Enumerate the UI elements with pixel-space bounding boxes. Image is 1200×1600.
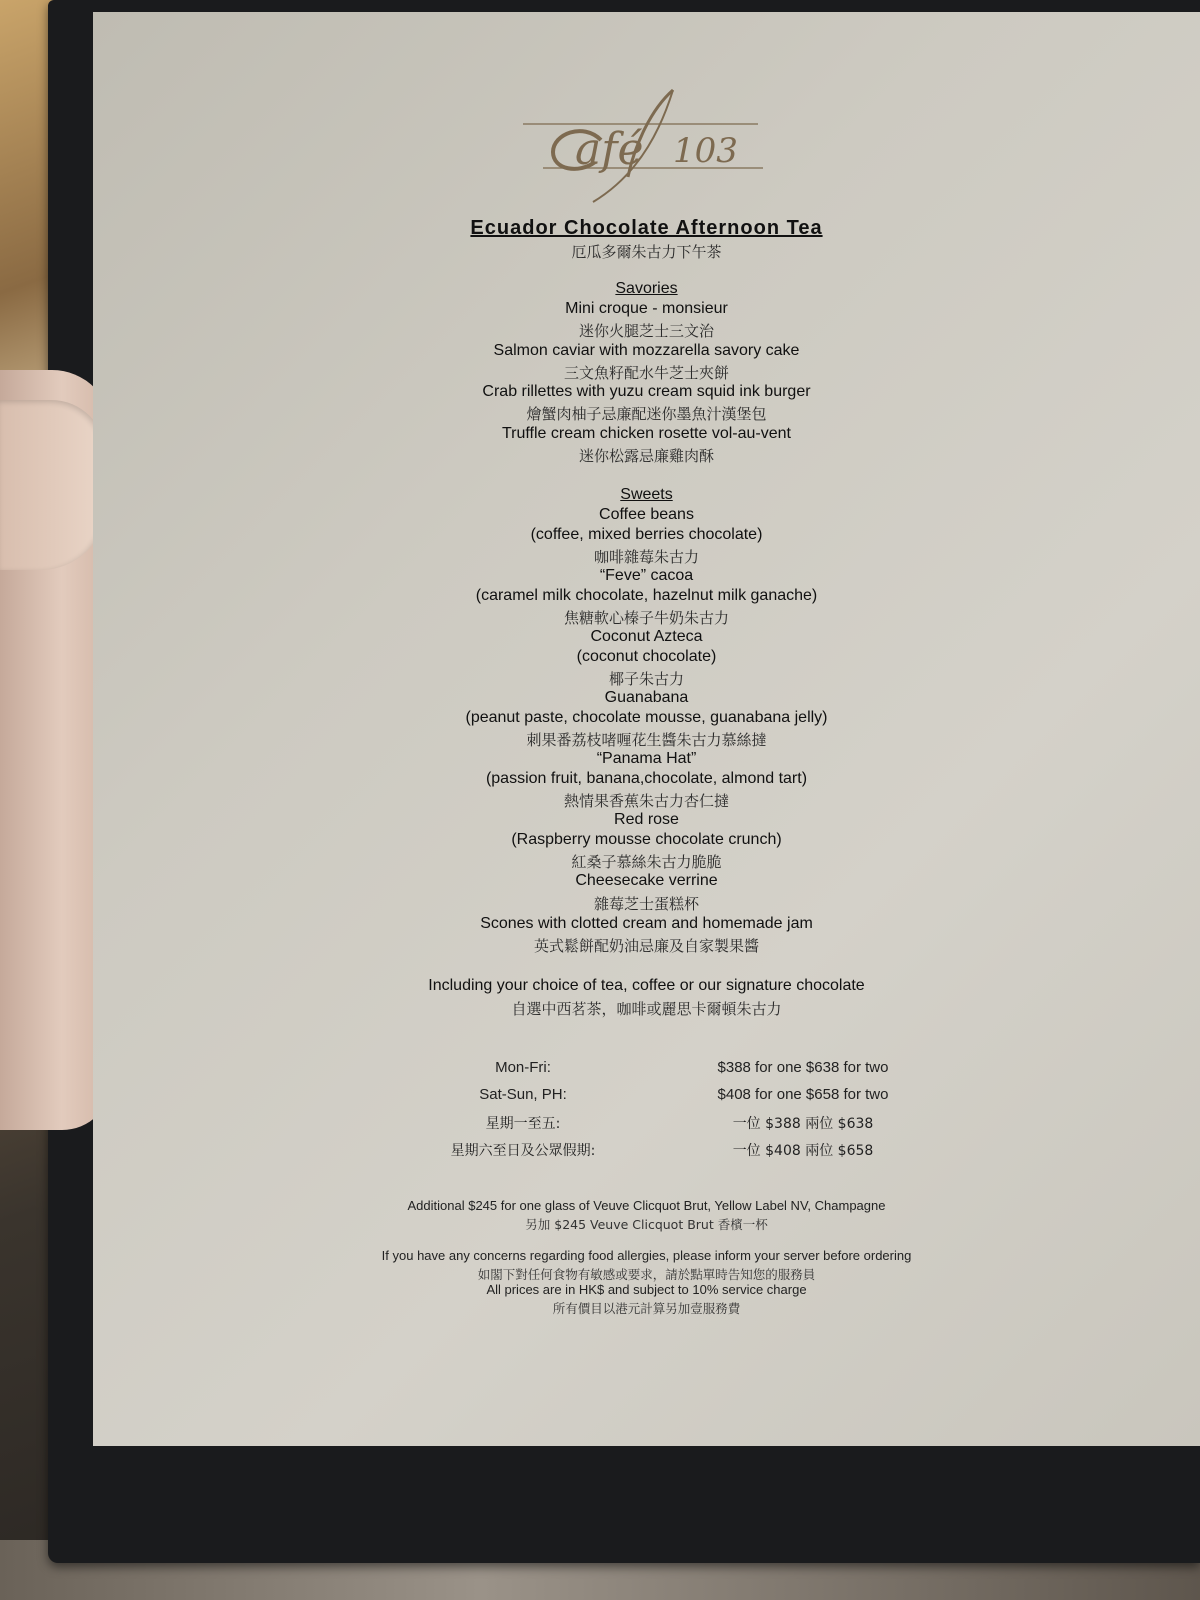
sweet-item-desc: (caramel milk chocolate, hazelnut milk ganache): [475, 587, 818, 604]
savory-item-zh: 三文魚籽配水牛芝士夾餅: [563, 364, 729, 382]
price-label: 星期六至日及公眾假期:: [450, 1143, 596, 1159]
savory-item-zh: 迷你火腿芝士三文治: [578, 322, 714, 340]
price-label: Mon-Fri:: [495, 1059, 551, 1076]
cafe-103-logo: [523, 82, 783, 212]
sweet-item-desc: (passion fruit, banana,chocolate, almond tart): [485, 770, 808, 787]
price-row: [93, 1113, 1200, 1137]
savory-item-zh: 燴蟹肉柚子忌廉配迷你墨魚汁漢堡包: [526, 405, 767, 423]
menu-title: Ecuador Chocolate Afternoon Tea: [470, 217, 823, 239]
sweet-item-desc: (coffee, mixed berries chocolate): [530, 526, 763, 543]
savories-heading: Savories: [615, 280, 678, 297]
sweet-item: “Panama Hat”: [596, 750, 697, 767]
thumb: [0, 400, 106, 570]
svg-text:afé: afé: [575, 124, 644, 175]
sweet-item-zh: 焦糖軟心榛子牛奶朱古力: [563, 609, 729, 627]
beverage-note: Including your choice of tea, coffee or our signature chocolate: [428, 977, 865, 994]
price-label: 星期一至五:: [485, 1116, 561, 1132]
sweet-item: Coconut Azteca: [590, 628, 703, 645]
price-row: [93, 1059, 1200, 1083]
sweet-item-zh: 椰子朱古力: [608, 670, 684, 688]
price-value: $408 for one $658 for two: [717, 1086, 889, 1103]
sweet-item: Cheesecake verrine: [575, 872, 718, 889]
sweet-item-zh: 刺果番荔枝啫喱花生醬朱古力慕絲撻: [526, 731, 767, 749]
allergy-note-zh: 如閣下對任何食物有敏感或要求，請於點單時告知您的服務員: [477, 1267, 816, 1282]
price-row: [93, 1086, 1200, 1110]
price-row: [93, 1140, 1200, 1164]
price-value: 一位 $408 兩位 $658: [732, 1143, 874, 1159]
sweet-item: Red rose: [614, 811, 679, 828]
service-charge-note: All prices are in HK$ and subject to 10% service charge: [486, 1282, 807, 1297]
champagne-note: Additional $245 for one glass of Veuve Clicquot Brut, Yellow Label NV, Champagne: [407, 1198, 886, 1213]
sweet-item-zh: 熱情果香蕉朱古力杏仁撻: [563, 792, 729, 810]
sweet-item-zh: 雜莓芝士蛋糕杯: [593, 895, 699, 913]
sweet-item-desc: (coconut chocolate): [576, 648, 717, 665]
price-value: $388 for one $638 for two: [717, 1059, 889, 1076]
price-value: 一位 $388 兩位 $638: [732, 1116, 874, 1132]
savory-item: Salmon caviar with mozzarella savory cake: [493, 342, 800, 359]
sweet-item-desc: (peanut paste, chocolate mousse, guanabana jelly): [465, 709, 828, 726]
savory-item-zh: 迷你松露忌廉雞肉酥: [578, 447, 714, 465]
sweet-item-zh: 英式鬆餅配奶油忌廉及自家製果醬: [533, 937, 759, 955]
sweet-item-desc: (Raspberry mousse chocolate crunch): [511, 831, 782, 848]
savory-item: Crab rillettes with yuzu cream squid ink burger: [482, 383, 811, 400]
svg-text:103: 103: [673, 131, 738, 171]
savory-item: Truffle cream chicken rosette vol-au-vent: [501, 425, 791, 442]
price-label: Sat-Sun, PH:: [479, 1086, 567, 1103]
allergy-note: If you have any concerns regarding food allergies, please inform your server before ordering: [381, 1248, 912, 1263]
savory-item: Mini croque - monsieur: [565, 300, 728, 317]
service-charge-note-zh: 所有價目以港元計算另加壹服務費: [552, 1301, 741, 1316]
menu-title-zh: 厄瓜多爾朱古力下午茶: [571, 243, 722, 261]
sweet-item-zh: 咖啡雜莓朱古力: [593, 548, 699, 566]
sweet-item: Coffee beans: [599, 506, 694, 523]
menu-page: [93, 12, 1200, 1446]
beverage-note-zh: 自選中西茗茶，咖啡或麗思卡爾頓朱古力: [511, 1000, 782, 1018]
sweet-item: Guanabana: [604, 689, 689, 706]
sweet-item-zh: 紅桑子慕絲朱古力脆脆: [571, 853, 722, 871]
sweets-heading: Sweets: [620, 486, 673, 503]
champagne-note-zh: 另加 $245 Veuve Clicquot Brut 香檳一杯: [525, 1217, 768, 1232]
sweet-item: Scones with clotted cream and homemade jam: [480, 915, 813, 932]
sweet-item: “Feve” cacoa: [599, 567, 694, 584]
